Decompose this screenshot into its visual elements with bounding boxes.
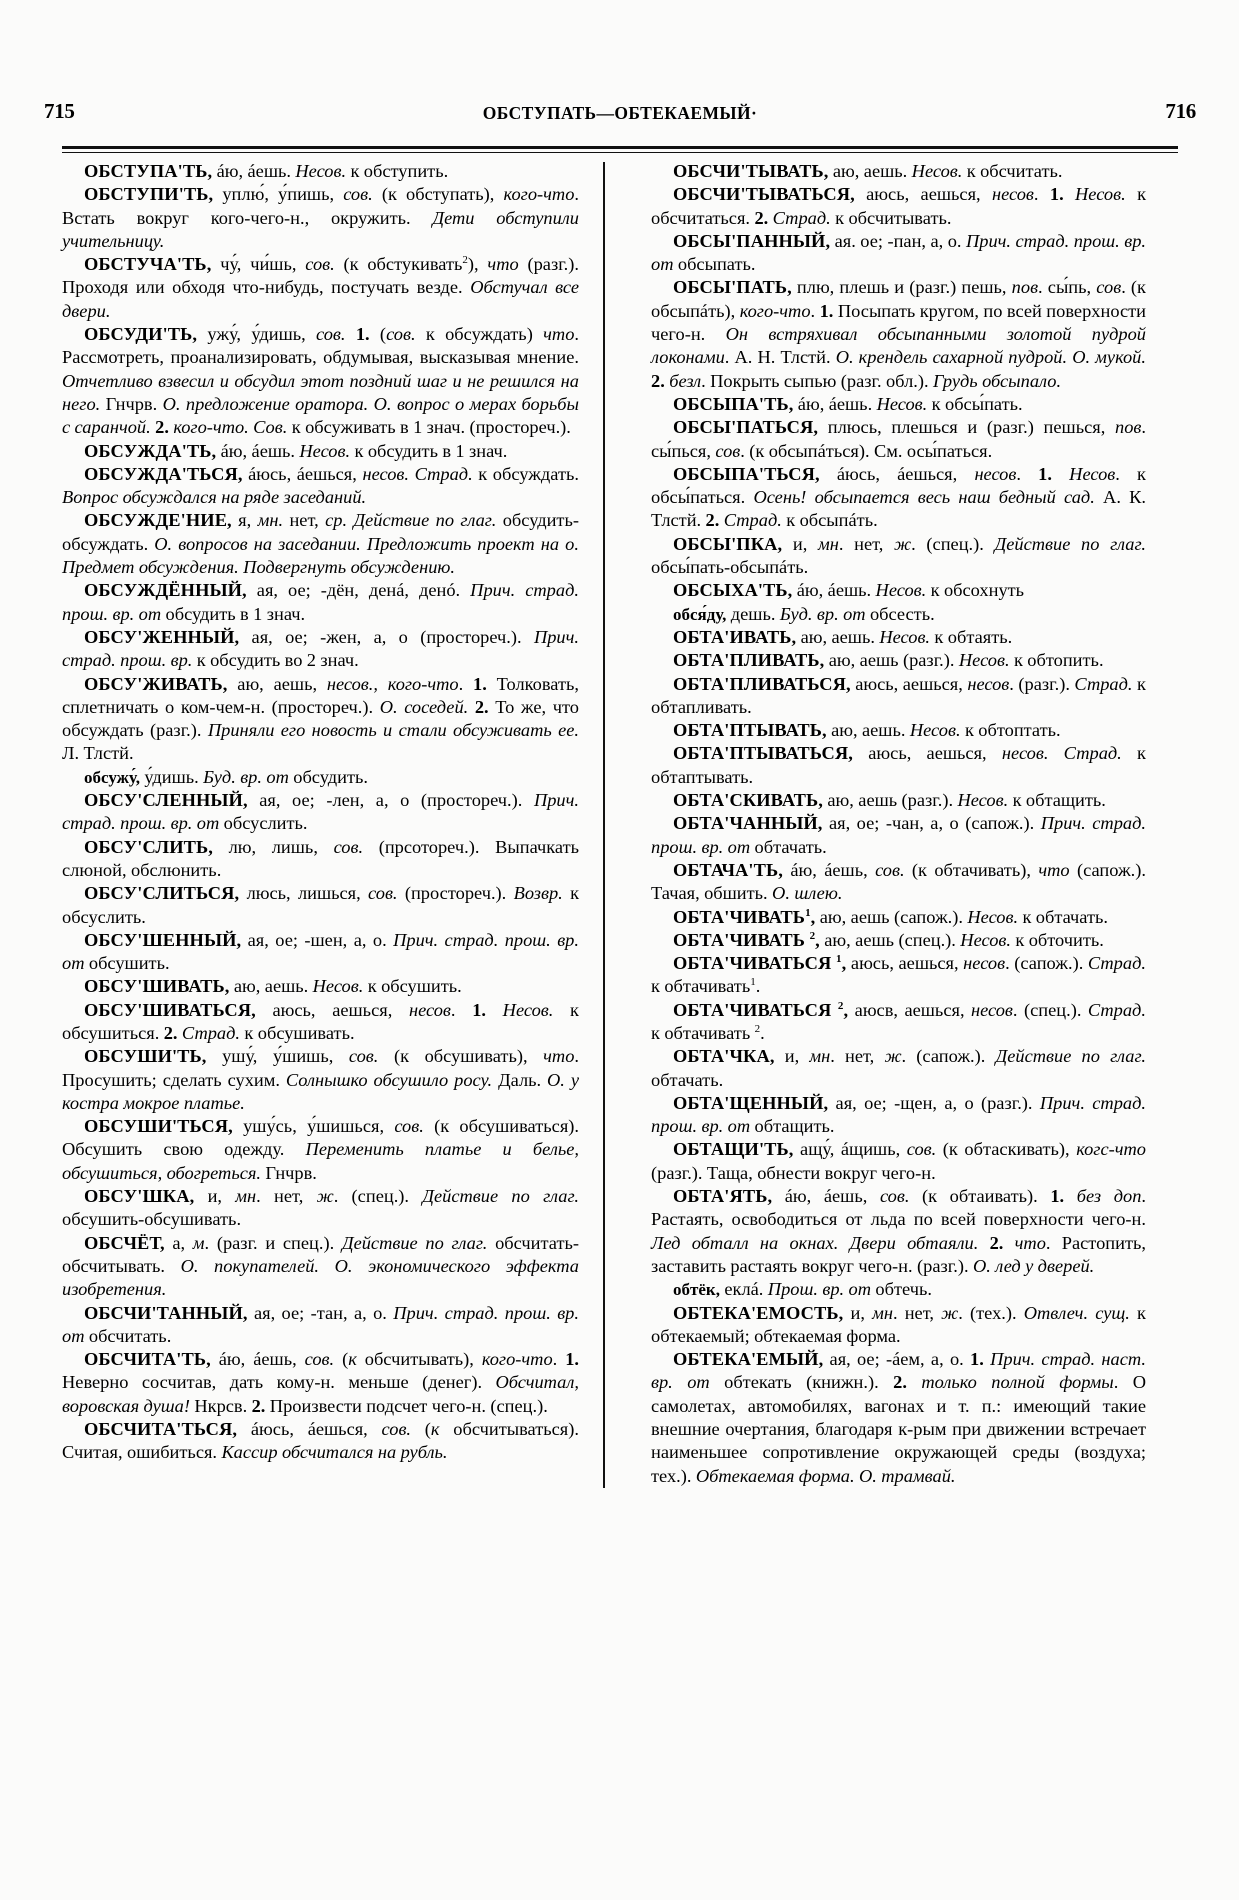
dictionary-entry	[62, 766, 579, 789]
entry-headword: ОБТАЩИ'ТЬ,	[673, 1139, 794, 1160]
entry-headword: ОБСЫ'ПАННЫЙ,	[673, 230, 831, 251]
dictionary-entry	[62, 323, 579, 439]
entry-headword: ОБСЫПА'ТЬСЯ,	[673, 463, 820, 484]
entry-body: плю, плешь и (разг.) пешь, пов. сы́пь, сов. (к обсыпáть), кого-что. 1. Посыпать кругом, по всей поверхности чего-н. Он встряхивал обсыпанными золотой пудрой локонами. А. Н. Тлстй. О. крендель сахарной пудрой. О. мукой. 2. безл. Покрыть сыпью (разг. обл.). Грудь обсыпало.	[651, 277, 1147, 391]
dictionary-entry	[651, 999, 1146, 1046]
entry-body: áю, áешь. Несов. к обсудить в 1 знач.	[216, 440, 508, 461]
entry-headword: ОБСУЖДА'ТЬСЯ,	[84, 463, 243, 484]
entry-headword: ОБСТУПИ'ТЬ,	[84, 184, 214, 205]
entry-body: я, мн. нет, ср. Действие по глаг. обсудить-обсуждать. О. вопросов на заседании. Предложить проект на о. Предмет обсуждения. Подвергнуть обсуждению.	[62, 510, 579, 578]
entry-body: áюсь, áешься, несов. 1. Несов. к обсы́паться. Осень! обсыпается весь наш бедный сад. А. К. Тлстй. 2. Страд. к обсыпáть.	[651, 463, 1146, 531]
entry-headword: обся́ду,	[673, 604, 727, 624]
entry-body: áю, áешь, сов. (к обтачивать), что (сапож.). Тачая, обшить. О. шлею.	[651, 859, 1147, 904]
rule-thick	[62, 146, 1178, 149]
dictionary-entry	[651, 160, 1146, 183]
entry-body: áю, áешь, сов. (к обтаивать). 1. без доп. Растаять, освободиться от льда по всей поверхности чего-н. Лед обталл на окнах. Двери обтаяли. 2. что. Растопить, заставить растаять вокруг чего-н. (разг.). О. лед у дверей.	[651, 1186, 1147, 1276]
entry-headword: ОБТАЧА'ТЬ,	[673, 859, 783, 880]
dictionary-entry	[651, 859, 1146, 906]
entry-headword: ОБТА'ПЛИВАТЬ,	[673, 650, 825, 671]
entry-headword: ОБСТУЧА'ТЬ,	[84, 254, 212, 275]
dictionary-entry	[62, 509, 579, 579]
entry-body: чу́, чи́шь, сов. (к обстукивать$^2$), что (разг.). Проходя или обходя что-нибудь, постучать везде. Обстучал все двери.	[62, 254, 579, 321]
dictionary-entry	[651, 183, 1146, 230]
entry-body: ушу́, у́шишь, сов. (к обсушивать), что. Просушить; сделать сухим. Солнышко обсушило росу. Даль. О. у костра мокрое платье.	[62, 1046, 579, 1113]
entry-headword: ОБТА'ЧИВАТЬСЯ $^2$,	[673, 999, 849, 1020]
entry-headword: ОБСТУПА'ТЬ,	[84, 161, 213, 181]
dictionary-entry	[62, 1185, 579, 1232]
dictionary-entry	[62, 253, 579, 323]
entry-body: áю, áешь. Несов. к обступить.	[212, 161, 449, 181]
entry-headword: ОБТЕКА'ЕМЫЙ,	[673, 1349, 824, 1370]
dictionary-entry	[62, 1115, 579, 1185]
dictionary-entry	[651, 906, 1146, 929]
dictionary-entry	[651, 1278, 1146, 1301]
entry-body: у́дишь. Буд. вр. от обсудить.	[139, 766, 368, 787]
entry-body: ащу́, áщишь, сов. (к обтаскивать), когс-что (разг.). Таща, обнести вокруг чего-н.	[651, 1139, 1146, 1183]
dictionary-entry	[651, 742, 1146, 789]
dictionary-entry	[62, 789, 579, 836]
dictionary-entry	[62, 579, 579, 626]
rule-thin	[62, 152, 1178, 153]
dictionary-entry	[62, 440, 579, 463]
entry-headword: ОБТА'ЧИВАТЬ$^1$,	[673, 906, 816, 927]
entry-body: ая, ое; -щен, а, о (разг.). Прич. страд. прош. вр. от обтащить.	[651, 1092, 1146, 1137]
dictionary-entry	[62, 1418, 579, 1465]
entry-body: а, м. (разг. и спец.). Действие по глаг. обсчитать-обсчитывать. О. покупателей. О. экономического эффекта изобретения.	[62, 1232, 580, 1300]
entry-headword: ОБСЫ'ПАТЬ,	[673, 277, 792, 298]
entry-headword: ОБСУ'ШКА,	[84, 1186, 195, 1207]
dictionary-entry	[62, 1232, 579, 1302]
dictionary-entry	[651, 276, 1146, 392]
entry-body: ая, ое; -áем, а, о. 1. Прич. страд. наст. вр. от обтекать (книжн.). 2. только полной формы. О самолетах, автомобилях, вагонах и т. п.: имеющий такие внешние очертания, благодаря к-рым при движении встречает наименьшее сопротивление окружающей среды (воздуха; тех.). Обтекаемая форма. О. трамвай.	[651, 1349, 1146, 1486]
entry-headword: ОБТА'ЩЕННЫЙ,	[673, 1092, 829, 1113]
dictionary-entry	[651, 789, 1146, 812]
entry-body: аю, аешь (спец.). Несов. к обточить.	[819, 929, 1104, 950]
entry-body: ужу́, у́дишь, сов. 1. (сов. к обсуждать) что. Рассмотреть, проанализировать, обдумывая, высказывая мнение. Отчетливо взвесил и обсудил этот поздний шаг и не решился на него. Гнчрв. О. предложение оратора. О. вопрос о мерах борьбы с саранчой. 2. кого-что. Сов. к обсуживать в 1 знач. (простореч.).	[62, 324, 579, 438]
entry-headword: ОБСУДИ'ТЬ,	[84, 324, 198, 345]
dictionary-entry	[651, 416, 1146, 463]
running-head	[44, 98, 1196, 124]
entry-headword: ОБСУ'ЖИВАТЬ,	[84, 673, 228, 694]
entry-headword: ОБСЧИТА'ТЬСЯ,	[84, 1419, 238, 1440]
dictionary-entry	[651, 929, 1146, 952]
entry-body: áю, áешь. Несов. к обсохнуть	[792, 580, 1025, 601]
entry-headword: ОБТА'СКИВАТЬ,	[673, 790, 823, 811]
dictionary-entry	[62, 1045, 579, 1115]
dictionary-entry	[62, 882, 579, 929]
entry-headword: ОБСЧИТА'ТЬ,	[84, 1349, 211, 1370]
dictionary-entry	[651, 649, 1146, 672]
entry-body: аюсь, аешься, несов. 1. Несов. к обсушиться. 2. Страд. к обсушивать.	[62, 999, 579, 1043]
entry-headword: ОБСЧИ'ТЫВАТЬ,	[673, 161, 829, 181]
entry-body: аю, аешь (разг.). Несов. к обтащить.	[822, 790, 1106, 811]
entry-headword: ОБСЧЁТ,	[84, 1232, 165, 1253]
entry-body: аю, аешь (сапож.). Несов. к обтачать.	[815, 906, 1109, 927]
dictionary-entry	[62, 836, 579, 883]
entry-headword: ОБТА'ЧИВАТЬСЯ $^1$,	[673, 952, 847, 974]
column-right	[619, 160, 1146, 1488]
entry-headword: ОБСЫХА'ТЬ,	[673, 580, 793, 601]
dictionary-entry	[62, 929, 579, 976]
entry-headword: ОБСУ'ШЕННЫЙ,	[84, 929, 242, 950]
entry-body: аю, аешь. Несов. к обтоптать.	[826, 720, 1061, 741]
dictionary-entry	[651, 1185, 1146, 1278]
dictionary-entry	[651, 230, 1146, 277]
entry-headword: ОБТА'ПТЫВАТЬ,	[673, 720, 827, 741]
dictionary-entry	[651, 626, 1146, 649]
dictionary-entry	[651, 1302, 1146, 1349]
entry-body: еклá. Прош. вр. от обтечь.	[719, 1279, 932, 1300]
entry-body: ая, ое; -дён, денá, денó. Прич. страд. прош. вр. от обсудить в 1 знач.	[62, 580, 579, 624]
entry-body: плюсь, плешься и (разг.) пешься, пов. сы́пься, сов. (к обсыпáться). См. осы́паться.	[651, 417, 1146, 461]
entry-headword: ОБСУ'ШИВАТЬСЯ,	[84, 999, 256, 1020]
page-title: ОБСТУПАТЬ—ОБТЕКАЕМЫЙ·	[482, 103, 758, 123]
entry-headword: ОБСУ'ЖЕННЫЙ,	[84, 626, 240, 647]
entry-headword: ОБСЫ'ПКА,	[673, 533, 783, 554]
entry-headword: ОБТА'ЧИВАТЬ $^2$,	[673, 929, 820, 950]
dictionary-entry	[651, 463, 1146, 533]
entry-headword: ОБТА'ЯТЬ,	[673, 1186, 773, 1207]
entry-body: áюсь, áешься, сов. (к обсчитываться). Считая, ошибиться. Кассир обсчитался на рубль.	[62, 1419, 579, 1463]
entry-body: и, мн. нет, ж. (спец.). Действие по глаг. обсы́пать-обсыпáть.	[651, 533, 1146, 578]
entry-headword: ОБТА'ПЛИВАТЬСЯ,	[673, 673, 851, 694]
dictionary-entry	[651, 1138, 1146, 1185]
entry-headword: ОБТА'ЧКА,	[673, 1046, 775, 1067]
entry-headword: ОБСУЖДЕ'НИЕ,	[84, 510, 232, 531]
dictionary-entry	[62, 626, 579, 673]
entry-headword: ОБСУ'СЛИТЬСЯ,	[84, 883, 240, 904]
entry-body: аю, аешь. Несов. к обсушить.	[229, 976, 462, 997]
entry-headword: ОБСУ'ШИВАТЬ,	[84, 976, 230, 997]
entry-headword: ОБСЫ'ПАТЬСЯ,	[673, 417, 819, 438]
entry-body: и, мн. нет, ж. (спец.). Действие по глаг. обсушить-обсушивать.	[62, 1186, 579, 1230]
entry-body: ая. ое; -пан, а, о. Прич. страд. прош. вр. от обсыпать.	[651, 230, 1146, 275]
dictionary-entry	[651, 393, 1146, 416]
entry-body: аюсь, аешься, несов. 1. Несов. к обсчитаться. 2. Страд. к обсчитывать.	[651, 184, 1146, 228]
entry-body: дешь. Буд. вр. от обсесть.	[726, 603, 935, 624]
dictionary-entry	[651, 673, 1146, 720]
entry-body: ая, ое; -жен, а, о (простореч.). Прич. страд. прош. вр. к обсудить во 2 знач.	[62, 626, 579, 671]
entry-body: áю, áешь. Несов. к обсы́пать.	[793, 393, 1023, 414]
entry-body: и, мн. нет, ж. (тех.). Отвлеч. сущ. к обтекаемый; обтекаемая форма.	[651, 1302, 1146, 1346]
entry-headword: ОБТА'ПТЫВАТЬСЯ,	[673, 743, 853, 764]
entry-body: ушу́сь, у́шишься, сов. (к обсушиваться). Обсушить свою одежду. Переменить платье и белье, обсушиться, обогреться. Гнчрв.	[62, 1116, 580, 1183]
entry-body: аюсь, аешься, несов. Страд. к обтаптывать.	[651, 743, 1146, 787]
entry-body: аю, аешь, несов., кого-что. 1. Толковать, сплетничать о ком-чем-н. (простореч.). О. соседей. 2. То же, что обсуждать (разг.). Приняли его новость и стали обсуживать ее. Л. Тлстй.	[62, 673, 579, 764]
entry-body: аю, аешь. Несов. к обсчитать.	[828, 161, 1063, 181]
entry-body: ая, ое; -шен, а, о. Прич. страд. прош. вр. от обсушить.	[62, 929, 579, 974]
entry-headword: обсужу́,	[84, 767, 140, 787]
entry-headword: ОБСУ'СЛЕННЫЙ,	[84, 790, 248, 811]
entry-body: ая, ое; -тан, а, о. Прич. страд. прош. вр. от обсчитать.	[62, 1302, 579, 1346]
entry-headword: ОБСЧИ'ТЫВАТЬСЯ,	[673, 184, 855, 205]
entry-headword: ОБТЕКА'ЕМОСТЬ,	[673, 1302, 844, 1323]
entry-body: люсь, лишься, сов. (простореч.). Возвр. к обсуслить.	[62, 883, 579, 927]
dictionary-entry	[62, 1348, 579, 1418]
header-rules	[62, 146, 1178, 153]
dictionary-entry	[651, 1092, 1146, 1139]
entry-body: аюсь, аешься, несов. (разг.). Страд. к обтапливать.	[651, 673, 1146, 717]
dictionary-entry	[651, 952, 1146, 999]
entry-body: áюсь, áешься, несов. Страд. к обсуждать. Вопрос обсуждался на ряде заседаний.	[62, 463, 579, 508]
dictionary-entry	[62, 975, 579, 998]
dictionary-entry	[651, 533, 1146, 580]
entry-body: и, мн. нет, ж. (сапож.). Действие по глаг. обтачать.	[651, 1046, 1146, 1090]
entry-body: лю, лишь, сов. (прсотореч.). Выпачкать слюной, обслюнить.	[62, 836, 580, 880]
text-columns	[62, 160, 1178, 1488]
dictionary-entry	[62, 160, 579, 183]
entry-body: áю, áешь, сов. (к обсчитывать), кого-что. 1. Неверно сосчитав, дать кому-н. меньше (денег). Обсчитал, воровская душа! Нкрсв. 2. Произвести подсчет чего-н. (спец.).	[62, 1349, 579, 1416]
entry-headword: ОБСУЖДА'ТЬ,	[84, 440, 217, 461]
entry-headword: ОБТА'ИВАТЬ,	[673, 626, 797, 647]
entry-headword: ОБСЫПА'ТЬ,	[673, 393, 794, 414]
column-left	[62, 160, 589, 1488]
dictionary-entry	[651, 812, 1146, 859]
dictionary-entry	[62, 183, 579, 253]
dictionary-entry	[62, 463, 579, 510]
dictionary-entry	[651, 603, 1146, 626]
dictionary-entry	[62, 673, 579, 766]
dictionary-entry	[651, 579, 1146, 602]
entry-headword: ОБСУШИ'ТЬСЯ,	[84, 1116, 233, 1137]
dictionary-entry	[62, 1302, 579, 1349]
dictionary-entry	[651, 719, 1146, 742]
dictionary-entry	[651, 1045, 1146, 1092]
folio-left: 715	[44, 99, 75, 123]
entry-headword: обтёк,	[673, 1280, 720, 1300]
entry-headword: ОБСУЖДЁННЫЙ,	[84, 580, 247, 601]
entry-body: уплю́, у́пишь, сов. (к обступать), кого-что. Встать вокруг кого-чего-н., окружить. Дети обступили учительницу.	[62, 184, 579, 251]
dictionary-entry	[651, 1348, 1146, 1488]
entry-body: аюсь, аешься, несов. (сапож.). Страд. к обтачивать$^1$.	[651, 953, 1146, 997]
entry-body: аюсв, аешься, несов. (спец.). Страд. к обтачивать $^2$.	[651, 999, 1146, 1043]
entry-body: ая, ое; -лен, а, о (простореч.). Прич. страд. прош. вр. от обсуслить.	[62, 790, 579, 834]
dictionary-entry	[62, 999, 579, 1046]
entry-headword: ОБСЧИ'ТАННЫЙ,	[84, 1302, 248, 1323]
entry-headword: ОБСУШИ'ТЬ,	[84, 1046, 207, 1067]
entry-body: аю, аешь. Несов. к обтаять.	[796, 626, 1013, 647]
folio-right: 716	[1165, 99, 1196, 123]
entry-headword: ОБСУ'СЛИТЬ,	[84, 836, 213, 857]
column-divider	[603, 162, 605, 1488]
entry-headword: ОБТА'ЧАННЫЙ,	[673, 813, 823, 834]
entry-body: аю, аешь (разг.). Несов. к обтопить.	[824, 650, 1104, 671]
entry-body: ая, ое; -чан, а, о (сапож.). Прич. страд. прош. вр. от обтачать.	[651, 813, 1146, 857]
